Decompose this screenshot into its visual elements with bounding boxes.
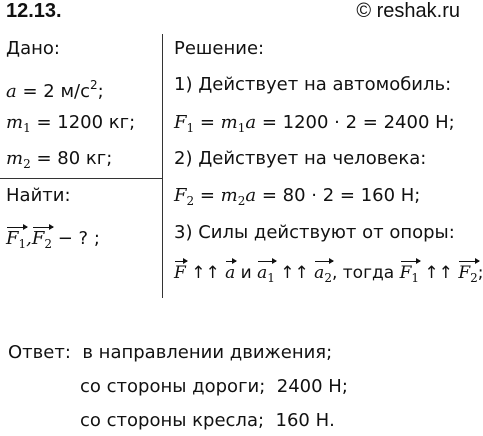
column-divider — [162, 34, 163, 298]
step-1-formula: $F_1 = m_1a = 1200 \cdot 2 = 2400$ Н; — [174, 112, 455, 135]
answer-line-3 — [80, 410, 335, 432]
given-title: Дано: — [6, 38, 60, 59]
find-forces: $F_1,F_2$ − ? ; — [6, 228, 100, 255]
answer-line-2 — [80, 376, 348, 398]
step-3-label: 3) Силы действуют от опоры: — [174, 222, 455, 243]
mass-1-value: 1200 кг; — [57, 112, 136, 133]
answer-seat-text: со стороны кресла; — [80, 410, 265, 431]
step-1-expression: = 1200 · 2 = 2400 Н; — [256, 112, 455, 133]
answer-label: Ответ: — [8, 342, 71, 363]
answer-road-text: со стороны дороги; — [80, 376, 266, 397]
given-acceleration: a = 2 $м/с^2$; — [6, 78, 104, 102]
watermark: © reshak.ru — [356, 0, 460, 22]
step-2-label: 2) Действует на человека: — [174, 148, 427, 169]
given-mass-1: $m_1 = 1200$ кг; — [6, 112, 136, 135]
mass-2-value: 80 кг; — [57, 148, 113, 169]
step-3-then: , тогда — [331, 263, 400, 283]
answer-direction: в направлении движения; — [82, 342, 333, 363]
find-title: Найти: — [6, 185, 71, 206]
step-2-formula: $F_2 = m_2a = 80 \cdot 2 = 160$ Н; — [174, 185, 421, 208]
answer-line-1 — [8, 342, 332, 364]
find-suffix: − ? ; — [52, 228, 100, 249]
acceleration-exponent: 2 — [89, 78, 98, 92]
solution-title: Решение: — [174, 38, 265, 59]
step-2-expression: = 80 · 2 = 160 Н; — [256, 185, 421, 206]
step-1-label: 1) Действует на автомобиль: — [174, 74, 452, 95]
answer-seat-value: 160 Н. — [275, 410, 335, 431]
step-3-relation: F ↑↑ a и $a_1$ ↑↑ $a_2$, тогда $F_1$ ↑↑ $F_2$; — [174, 262, 483, 289]
problem-number: 12.13. — [6, 0, 62, 22]
answer-road-value: 2400 Н; — [276, 376, 348, 397]
given-mass-2: $m_2 = 80$ кг; — [6, 148, 113, 171]
acceleration-value: 2 м/с — [43, 81, 90, 102]
step-3-and: и — [235, 263, 258, 283]
given-find-divider — [0, 178, 162, 179]
